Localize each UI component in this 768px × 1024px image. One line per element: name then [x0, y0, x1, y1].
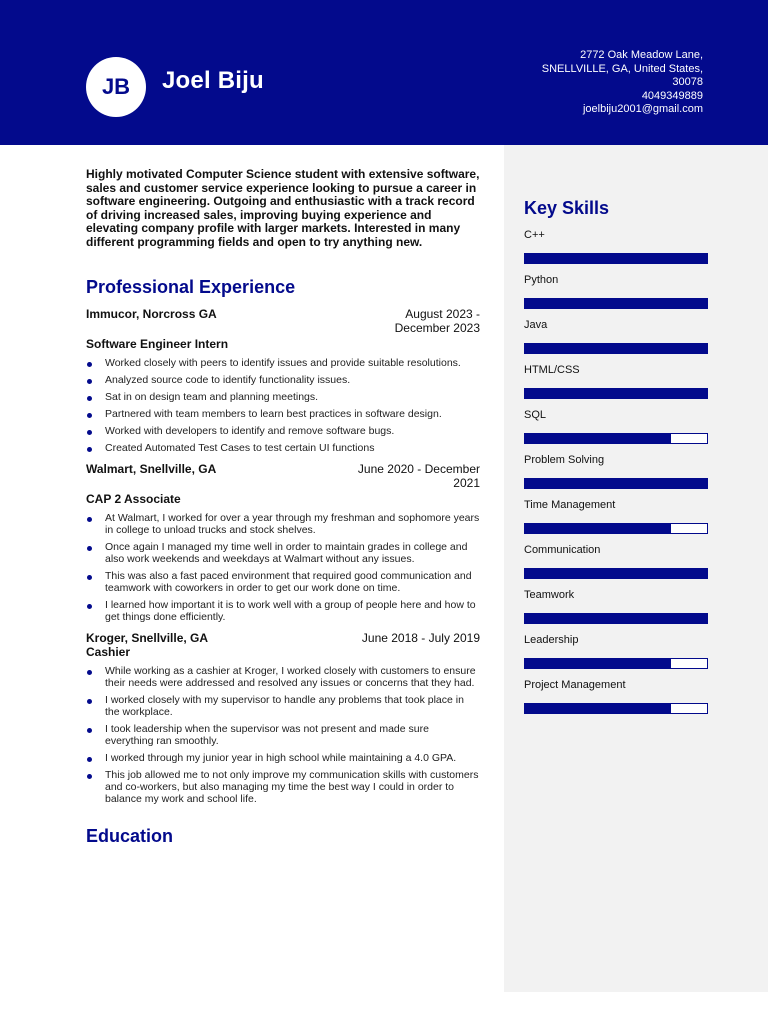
skill-row — [524, 499, 708, 544]
skill-row — [524, 454, 708, 499]
skill-row — [524, 364, 708, 409]
skill-list — [524, 229, 708, 724]
company-name: Walmart, Snellville, GA — [86, 462, 217, 476]
skill-row — [524, 679, 708, 724]
bullet-item — [86, 769, 480, 805]
bullet-text: While working as a cashier at Kroger, I worked closely with customers to ensure their needs were addressed and resolved any issues or concerns that they had. — [105, 665, 476, 689]
contact-block — [443, 49, 703, 117]
bullet-text: I worked closely with my supervisor to handle any problems that took place in the workplace. — [105, 694, 464, 718]
skill-level-bar — [524, 478, 708, 489]
bullet-dot-icon — [87, 413, 92, 418]
initials-avatar: JB — [86, 57, 146, 117]
bullet-text: Once again I managed my time well in order to maintain grades in college and also work weekends and weekdays at Walmart without any issues. — [105, 541, 468, 565]
candidate-name: Joel Biju — [162, 67, 264, 94]
bullet-item — [86, 442, 480, 454]
bullet-text: I learned how important it is to work well with a group of people here and how to get things done efficiently. — [105, 599, 476, 623]
skill-level-fill — [525, 524, 671, 533]
skill-level-fill — [525, 389, 707, 398]
experience-section-title: Professional Experience — [86, 277, 296, 297]
address-line-3: 30078 — [672, 76, 703, 88]
bullet-dot-icon — [87, 430, 92, 435]
employment-dates — [350, 307, 480, 335]
bullet-dot-icon — [87, 774, 92, 779]
bullet-text: At Walmart, I worked for over a year through my freshman and sophomore years in college to unload trucks and stock shelves. — [105, 512, 480, 536]
skill-level-bar — [524, 523, 708, 534]
bullet-item — [86, 374, 480, 386]
bullet-text: I worked through my junior year in high school while maintaining a 4.0 GPA. — [105, 752, 457, 764]
bullet-text: Analyzed source code to identify functionality issues. — [105, 374, 351, 386]
bullet-dot-icon — [87, 396, 92, 401]
job-entry — [86, 631, 480, 805]
key-skills — [524, 198, 708, 724]
skill-name: Leadership — [524, 634, 579, 646]
skill-level-bar — [524, 343, 708, 354]
skill-name: SQL — [524, 409, 547, 421]
skill-name: C++ — [524, 229, 545, 241]
skill-row — [524, 274, 708, 319]
skill-name: Problem Solving — [524, 454, 605, 466]
phone-number: 4049349889 — [641, 89, 703, 102]
dates-line: June 2018 - July 2019 — [361, 631, 480, 645]
skill-level-bar — [524, 568, 708, 579]
bullet-item — [86, 570, 480, 594]
bullet-item — [86, 694, 480, 718]
job-bullets — [86, 512, 480, 623]
skill-name: Python — [524, 274, 559, 286]
job-bullets — [86, 357, 480, 454]
skill-level-bar — [524, 613, 708, 624]
skill-row — [524, 589, 708, 634]
bullet-dot-icon — [87, 728, 92, 733]
job-bullets — [86, 665, 480, 805]
dates-line: December 2023 — [394, 321, 480, 335]
skill-level-fill — [525, 344, 707, 353]
skill-name: Time Management — [524, 499, 616, 511]
skill-level-bar — [524, 298, 708, 309]
resume-header — [0, 0, 768, 145]
bullet-item — [86, 408, 480, 420]
skill-name: Communication — [524, 544, 601, 556]
bullet-item — [86, 752, 480, 764]
main-column — [86, 168, 480, 847]
bullet-text: This was also a fast paced environment that required good communication and teamwork with coworkers in order to get our work done on time. — [105, 570, 472, 594]
job-entry — [86, 307, 480, 454]
skills-section-title: Key Skills — [524, 198, 610, 218]
dates-line: June 2020 - December — [357, 462, 480, 476]
job-role: Software Engineer Intern — [86, 337, 229, 351]
bullet-dot-icon — [87, 362, 92, 367]
bullet-dot-icon — [87, 699, 92, 704]
skill-row — [524, 229, 708, 274]
bullet-dot-icon — [87, 546, 92, 551]
job-header — [86, 462, 480, 490]
employment-dates — [350, 631, 480, 645]
skill-level-fill — [525, 479, 707, 488]
skill-level-fill — [525, 569, 707, 578]
job-list — [86, 307, 480, 805]
bullet-item — [86, 599, 480, 623]
professional-summary: Highly motivated Computer Science student with extensive software, sales and customer service experience looking to pursue a career in software engineering. Outgoing and enthusiastic with a track record of driving increased sales, improving buying experience and elevating company profile with larger markets. Interested in many different programming fields and open to try anything new. — [86, 167, 480, 249]
bullet-text: Worked closely with peers to identify issues and provide suitable resolutions. — [105, 357, 461, 369]
address-line-1: 2772 Oak Meadow Lane, — [580, 49, 703, 61]
skill-level-bar — [524, 703, 708, 714]
bullet-dot-icon — [87, 670, 92, 675]
address-line-2: SNELLVILLE, GA, United States, — [541, 62, 703, 75]
skill-level-bar — [524, 388, 708, 399]
job-header — [86, 631, 480, 645]
bullet-dot-icon — [87, 517, 92, 522]
skill-name: Project Management — [524, 679, 626, 691]
education-section-title: Education — [86, 826, 174, 846]
bullet-item — [86, 723, 480, 747]
company-name: Immucor, Norcross GA — [86, 307, 217, 321]
skill-level-fill — [525, 659, 671, 668]
skill-level-fill — [525, 614, 707, 623]
skill-level-fill — [525, 254, 707, 263]
bullet-text: I took leadership when the supervisor was not present and made sure everything ran smoothly. — [105, 723, 429, 747]
skill-name: Java — [524, 319, 548, 331]
skill-row — [524, 634, 708, 679]
bullet-dot-icon — [87, 575, 92, 580]
job-entry — [86, 462, 480, 623]
company-name: Kroger, Snellville, GA — [86, 631, 209, 645]
job-role: CAP 2 Associate — [86, 492, 181, 506]
bullet-text: Worked with developers to identify and remove software bugs. — [105, 425, 395, 437]
skill-level-fill — [525, 434, 671, 443]
skill-level-bar — [524, 658, 708, 669]
job-header — [86, 307, 480, 335]
skill-name: Teamwork — [524, 589, 575, 601]
bullet-dot-icon — [87, 379, 92, 384]
bullet-text: This job allowed me to not only improve my communication skills with customers and co-workers, but also managing my time the best way I could in order to balance my work and school life. — [105, 769, 479, 805]
bullet-text: Sat in on design team and planning meetings. — [105, 391, 319, 403]
bullet-item — [86, 391, 480, 403]
skill-row — [524, 544, 708, 589]
skill-level-bar — [524, 253, 708, 264]
employment-dates — [350, 462, 480, 490]
dates-line: 2021 — [453, 476, 480, 490]
bullet-item — [86, 665, 480, 689]
bullet-item — [86, 541, 480, 565]
bullet-item — [86, 512, 480, 536]
bullet-dot-icon — [87, 447, 92, 452]
bullet-item — [86, 425, 480, 437]
dates-line: August 2023 - — [405, 307, 480, 321]
bullet-item — [86, 357, 480, 369]
skill-level-bar — [524, 433, 708, 444]
bullet-text: Partnered with team members to learn best practices in software design. — [105, 408, 442, 420]
email-address: joelbiju2001@gmail.com — [582, 103, 703, 115]
skill-row — [524, 409, 708, 454]
skill-level-fill — [525, 704, 671, 713]
bullet-dot-icon — [87, 604, 92, 609]
skill-row — [524, 319, 708, 364]
skill-level-fill — [525, 299, 707, 308]
bullet-dot-icon — [87, 757, 92, 762]
skill-name: HTML/CSS — [524, 364, 580, 376]
job-role: Cashier — [86, 645, 131, 659]
bullet-text: Created Automated Test Cases to test certain UI functions — [105, 442, 375, 454]
